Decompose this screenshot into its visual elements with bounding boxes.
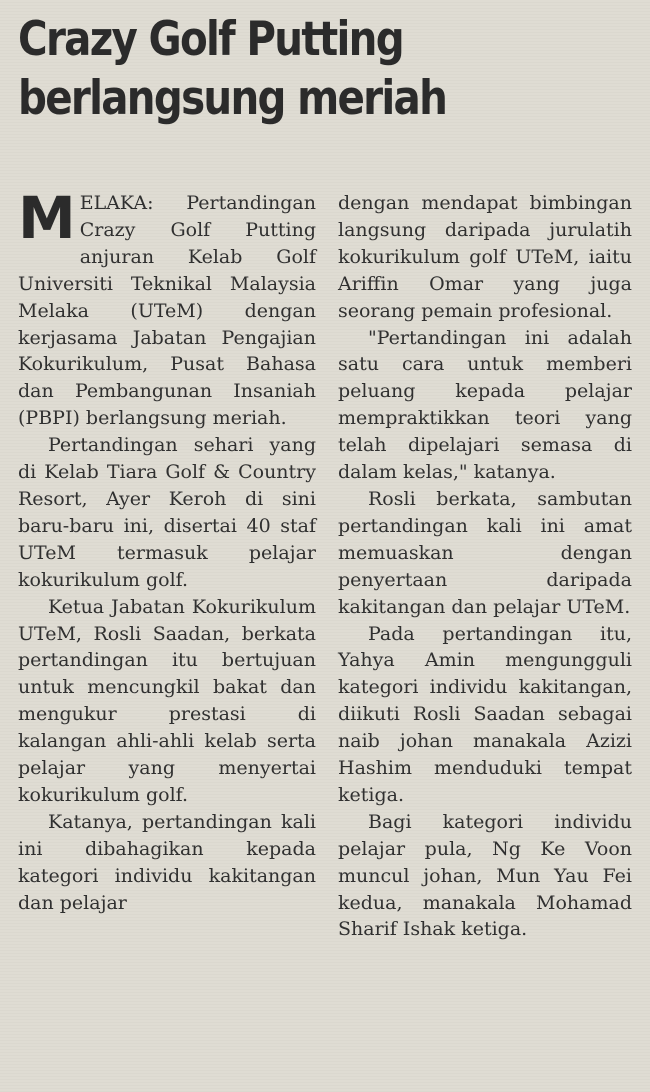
article-paragraph: Rosli berkata, sambutan pertandingan kali ini amat memuaskan dengan penyertaan daripada kakitangan dan pelajar UTeM. <box>338 487 632 618</box>
article-paragraph: Pada pertandingan itu, Yahya Amin mengungguli kategori individu kakitangan, diikuti Rosli Saadan sebagai naib johan manakala Azizi Hashim menduduki tempat ketiga. <box>338 622 632 806</box>
article-paragraph: "Pertandingan ini adalah satu cara untuk memberi peluang kepada pelajar mempraktikkan teori yang telah dipelajari semasa di dalam kelas," katanya. <box>338 326 632 484</box>
article-column-2 <box>338 190 632 943</box>
article-paragraph: Katanya, pertandingan kali ini dibahagikan kepada kategori individu kakitangan dan pelajar <box>18 810 316 914</box>
headline <box>18 10 549 190</box>
headline-line-1: Crazy Golf Putting <box>18 12 403 67</box>
article-paragraph: Pertandingan sehari yang di Kelab Tiara Golf & Country Resort, Ayer Keroh di sini baru-baru ini, disertai 40 staf UTeM termasuk pelajar kokurikulum golf. <box>18 434 316 591</box>
article-paragraph: MELAKA: Pertandingan Crazy Golf Putting anjuran Kelab Golf Universiti Teknikal Malaysia Melaka (UTeM) dengan kerjasama Jabatan Pengajian Kokurikulum, Pusat Bahasa dan Pembangunan Insaniah (PBPI) berlangsung meriah. <box>18 184 316 430</box>
drop-cap: M <box>18 184 76 252</box>
article-paragraph: Bagi kategori individu pelajar pula, Ng Ke Voon muncul johan, Mun Yau Fei kedua, manakala Mohamad Sharif Ishak ketiga. <box>338 810 632 941</box>
article-paragraph: dengan mendapat bimbingan langsung daripada jurulatih kokurikulum golf UTeM, iaitu Ariffin Omar yang juga seorang pemain profesional. <box>338 192 632 322</box>
headline-line-2: berlangsung meriah <box>18 71 447 126</box>
article-paragraph: Ketua Jabatan Kokurikulum UTeM, Rosli Saadan, berkata pertandingan itu bertujuan untuk mencungkil bakat dan mengukur prestasi di kalangan ahli-ahli kelab serta pelajar yang menyertai kokurikulum golf. <box>18 595 316 806</box>
article-column-1 <box>18 184 316 943</box>
article-body <box>18 184 636 943</box>
